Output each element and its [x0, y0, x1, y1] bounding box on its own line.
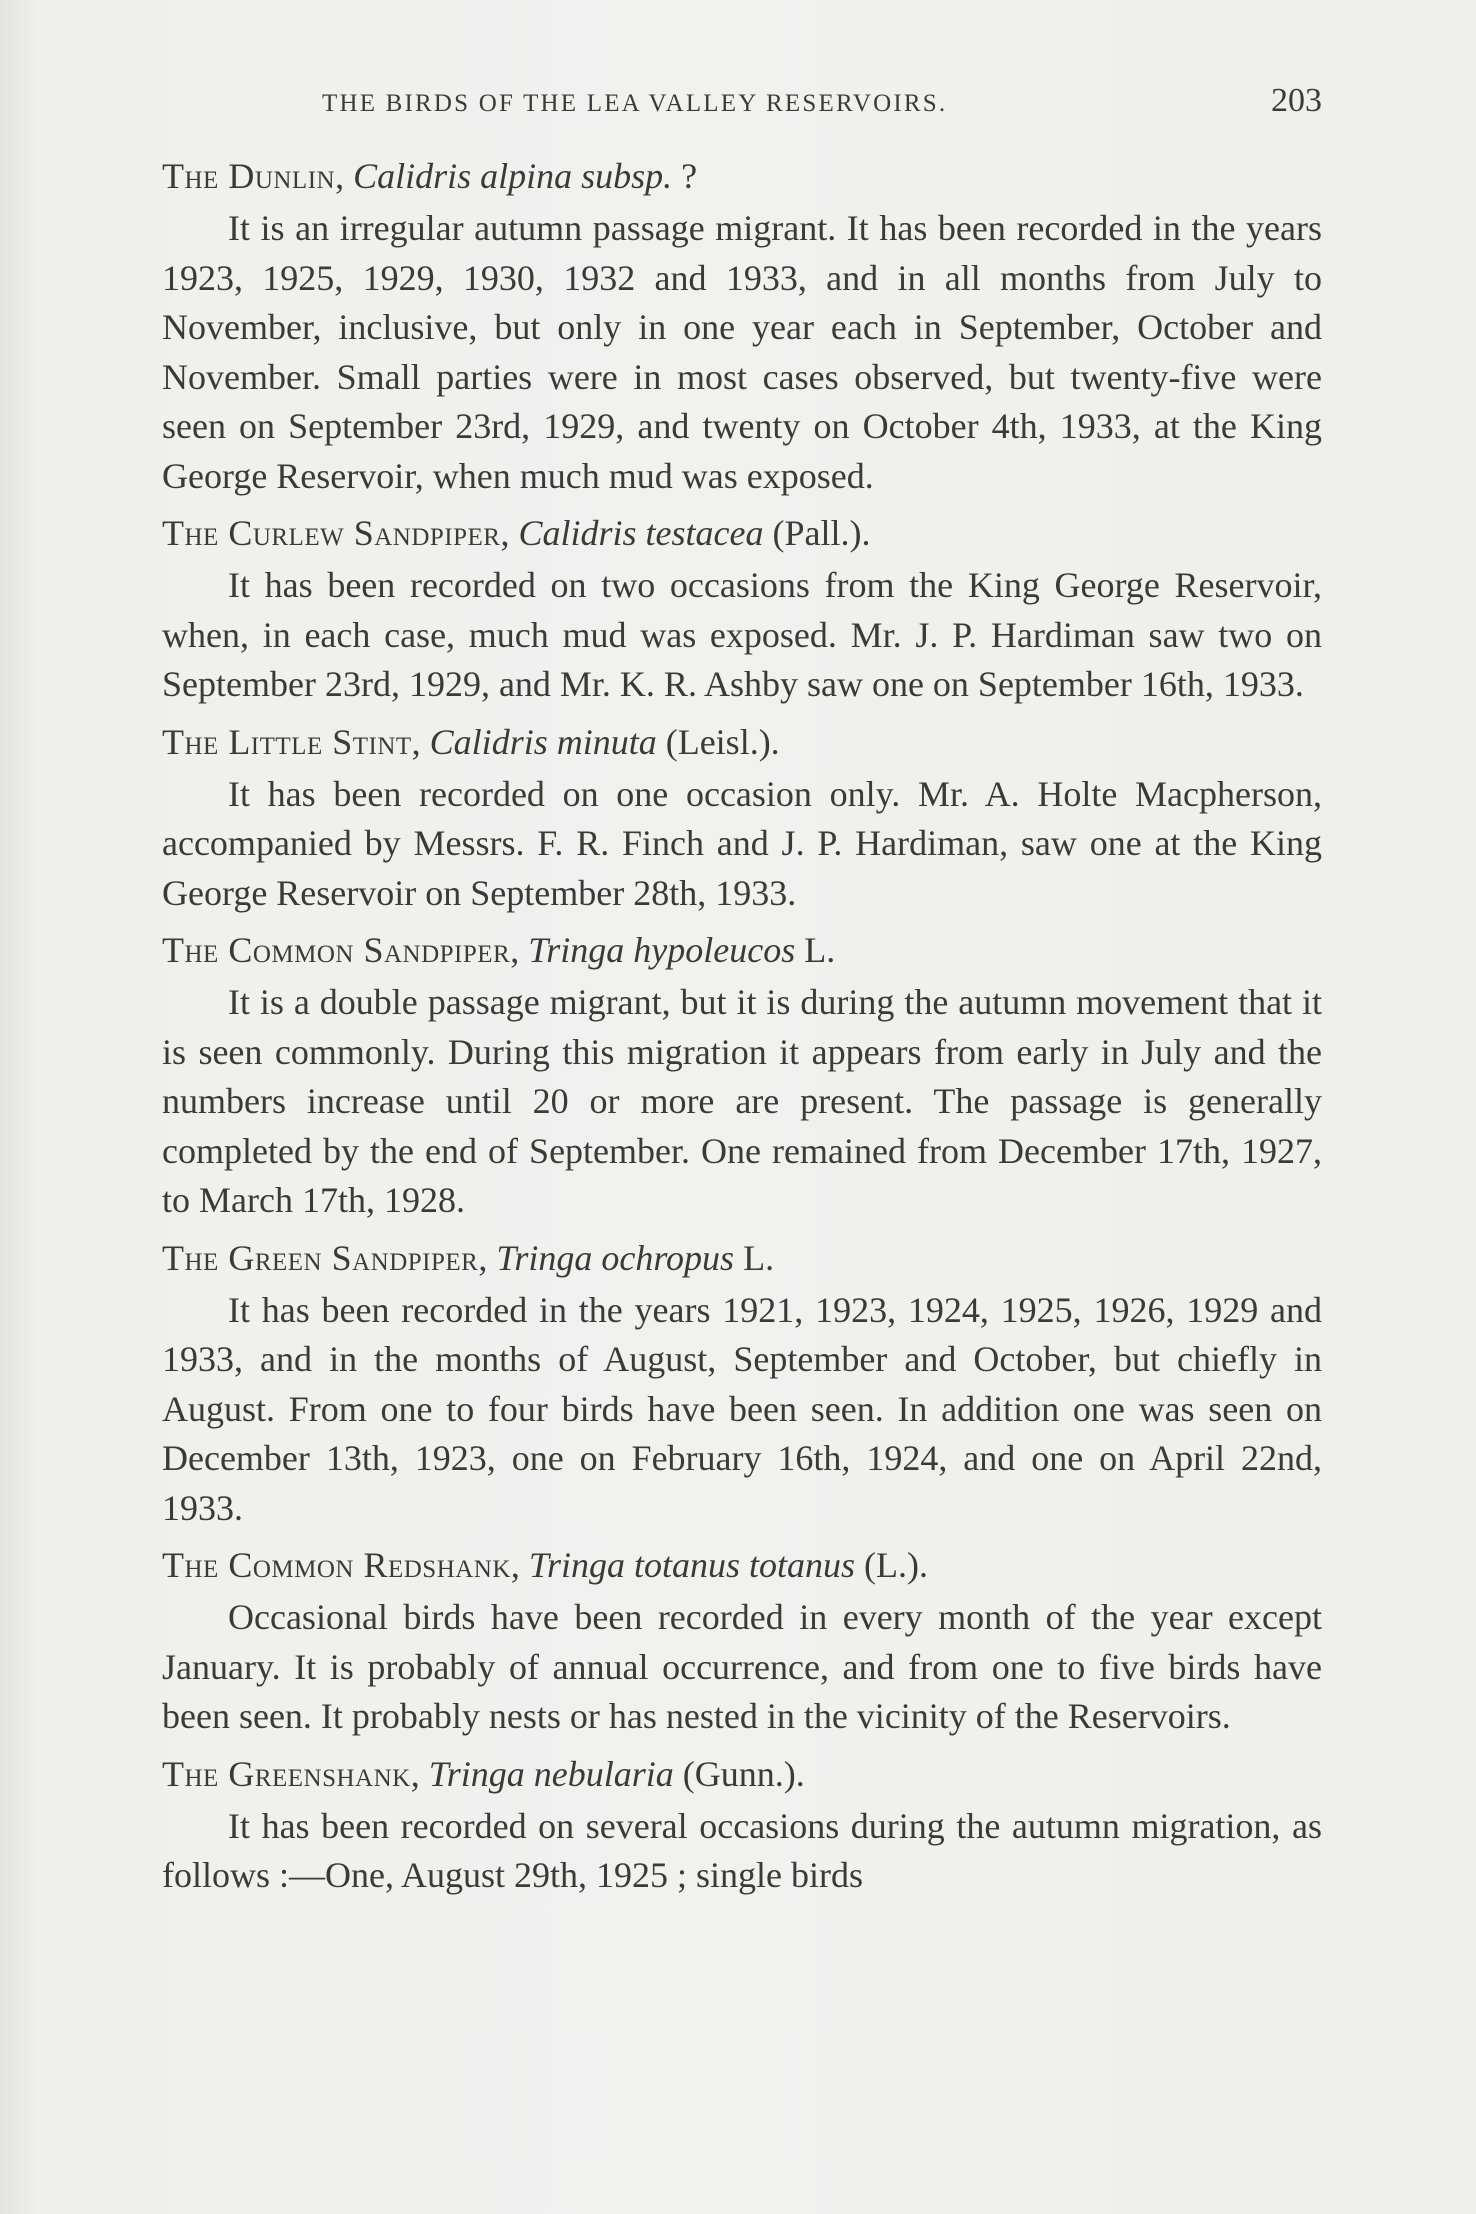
species-entry-curlew-sandpiper [162, 509, 1322, 710]
species-heading: The Curlew Sandpiper, Calidris testacea (Pall.). [162, 513, 871, 553]
species-authority: (Gunn.). [673, 1753, 805, 1794]
species-latin-name: Tringa nebularia [428, 1753, 674, 1794]
species-common-name: The Curlew Sandpiper [162, 513, 501, 553]
species-authority: (Pall.). [763, 513, 871, 553]
species-description: It is a double passage migrant, but it is during the autumn movement that it is seen commonly. During this migration it appears from early in July and the numbers increase until 20 or more are present. The passage is generally completed by the end of September. One remained from December 17th, 1927, to March 17th, 1928. [162, 982, 1322, 1220]
species-latin-name: Tringa hypoleucos [528, 930, 796, 970]
species-entry-greenshank [162, 1750, 1322, 1901]
species-common-name: The Common Sandpiper [162, 930, 511, 970]
species-authority: L. [795, 930, 836, 970]
species-heading: The Little Stint, Calidris minuta (Leisl.). [162, 721, 780, 762]
page-body [162, 152, 1322, 1901]
species-authority: (Leisl.). [656, 721, 780, 762]
species-common-name: The Dunlin [162, 156, 336, 196]
species-authority: ? [672, 156, 698, 196]
species-latin-name: Calidris alpina subsp. [353, 156, 673, 196]
species-heading: The Green Sandpiper, Tringa ochropus L. [162, 1237, 775, 1278]
species-entry-little-stint [162, 718, 1322, 919]
species-entry-common-sandpiper [162, 926, 1322, 1226]
species-latin-name: Tringa ochropus [496, 1237, 735, 1278]
species-description: It has been recorded on several occasions during the autumn migration, as follows :—One, August 29th, 1925 ; single birds [162, 1805, 1322, 1895]
species-description: It has been recorded on two occasions from the King George Reservoir, when, in each case, much mud was exposed. Mr. J. P. Hardiman saw two on September 23rd, 1929, and Mr. K. R. Ashby saw one on September 16th, 1933. [162, 565, 1322, 704]
species-authority: (L.). [854, 1545, 928, 1585]
species-description: It has been recorded on one occasion only. Mr. A. Holte Macpherson, accompanied by Messrs. F. R. Finch and J. P. Hardiman, saw one at the King George Reservoir on September 28th, 1933. [162, 773, 1322, 913]
species-common-name: The Greenshank [162, 1753, 411, 1794]
species-heading: The Greenshank, Tringa nebularia (Gunn.). [162, 1753, 805, 1794]
species-entry-green-sandpiper [162, 1234, 1322, 1534]
species-heading: The Common Sandpiper, Tringa hypoleucos L. [162, 930, 836, 970]
species-authority: L. [734, 1237, 775, 1278]
species-common-name: The Little Stint [162, 721, 412, 762]
running-head: THE BIRDS OF THE LEA VALLEY RESERVOIRS. [322, 90, 948, 117]
species-heading: The Dunlin, Calidris alpina subsp. ? [162, 156, 698, 196]
species-latin-name: Calidris minuta [429, 721, 657, 762]
species-entry-common-redshank [162, 1541, 1322, 1742]
page-header [322, 82, 1322, 136]
species-description: It has been recorded in the years 1921, 1923, 1924, 1925, 1926, 1929 and 1933, and in the months of August, September and October, but chiefly in August. From one to four birds have been seen. In addition one was seen on December 13th, 1923, one on February 16th, 1924, and one on April 22nd, 1933. [162, 1289, 1322, 1528]
page-number: 203 [1271, 82, 1322, 119]
species-description: Occasional birds have been recorded in every month of the year except January. It is probably of annual occurrence, and from one to five birds have been seen. It probably nests or has nested in the vicinity of the Reservoirs. [162, 1597, 1322, 1736]
species-heading: The Common Redshank, Tringa totanus totanus (L.). [162, 1545, 928, 1585]
species-common-name: The Green Sandpiper [162, 1237, 479, 1278]
species-common-name: The Common Redshank [162, 1545, 511, 1585]
species-latin-name: Tringa totanus totanus [528, 1545, 855, 1585]
species-entry-dunlin [162, 152, 1322, 501]
species-description: It is an irregular autumn passage migrant. It has been recorded in the years 1923, 1925, 1929, 1930, 1932 and 1933, and in all months from July to November, inclusive, but only in one year each in September, October and November. Small parties were in most cases observed, but twenty-five were seen on September 23rd, 1929, and twenty on October 4th, 1933, at the King George Reservoir, when much mud was exposed. [162, 208, 1322, 496]
species-latin-name: Calidris testacea [518, 513, 764, 553]
